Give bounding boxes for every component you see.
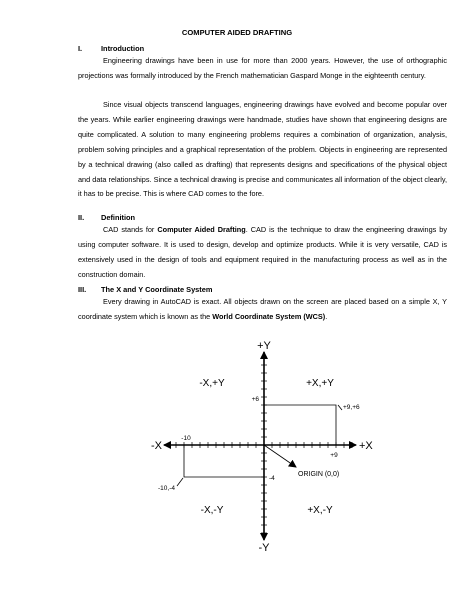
coordinate-text-post: .	[325, 311, 328, 321]
projection-point-9-6	[264, 405, 336, 445]
origin-label: ORIGIN (0,0)	[298, 471, 340, 478]
coordinate-diagram	[140, 330, 380, 613]
coordinate-text-pre: Every drawing in AutoCAD is exact. All objects drawn on the screen are placed based on a simple X, Y coordinate system which is known as the	[78, 297, 447, 321]
section-heading-introduction	[78, 44, 144, 53]
pos-x-label: +X	[359, 440, 373, 452]
intro-paragraph-2-text: Since visual objects transcend languages, engineering drawings have evolved and become popular over the years. While earlier engineering drawings were handmade, studies have shown that engineering designs are quite complicated. A solution to many engineering problems requires a combination of organization, analysis, problem solving principles and a graphical representation of the problem. Objects in engineering are represented by a technical drawing (also called as drafting) that represents designs and specifications of the physical object and data relationships. Since a technical drawing is precise and communicates all information of the object clearly, it has to be precise. This is where CAD comes to the fore.	[78, 100, 447, 199]
coordinate-paragraph	[78, 295, 447, 325]
point-9-6-leader	[338, 405, 342, 410]
section-heading-coordinate-system	[78, 285, 212, 294]
tick-label-x-minus10: -10	[181, 435, 191, 442]
definition-text-bold: Computer Aided Drafting	[157, 225, 246, 234]
neg-x-label: -X	[151, 440, 162, 452]
section-number: III.	[78, 285, 87, 294]
intro-paragraph-1-text: Engineering drawings have been in use for more than 2000 years. However, the use of orthographic projections was formally introduced by the French mathematician Gaspard Monge in the eighteenth century.	[78, 56, 447, 80]
definition-paragraph	[78, 223, 447, 283]
section-number: II.	[78, 213, 85, 222]
point-label-minus10-minus4: -10,-4	[158, 485, 175, 492]
intro-paragraph-2	[78, 98, 447, 202]
definition-text-post: . CAD is the technique to draw the engineering drawings by using computer software. It is used to design, develop and optimize products. While it is very versatile, CAD is extensively used in the design of tools and equipment required in the manufacturing process as well as in the construction domain.	[78, 225, 448, 279]
point-label-9-6: +9,+6	[343, 404, 360, 411]
pos-y-label: +Y	[257, 340, 271, 352]
definition-text-pre: CAD stands for	[103, 225, 158, 234]
section-title: Definition	[101, 213, 136, 222]
neg-y-label: -Y	[258, 542, 270, 554]
quadrant-4-label: +X,-Y	[307, 505, 333, 516]
section-heading-definition	[78, 213, 135, 222]
tick-label-x-plus9: +9	[330, 452, 338, 459]
quadrant-3-label: -X,-Y	[200, 505, 224, 516]
intro-paragraph-1	[78, 54, 447, 84]
quadrant-1-label: +X,+Y	[306, 378, 334, 389]
page-title: COMPUTER AIDED DRAFTING	[181, 28, 293, 37]
section-title: The X and Y Coordinate System	[101, 285, 213, 294]
section-title: Introduction	[101, 44, 145, 53]
coordinate-text-bold: World Coordinate System (WCS)	[212, 311, 326, 321]
section-number: I.	[78, 44, 83, 53]
quadrant-2-label: -X,+Y	[199, 378, 225, 389]
origin-leader	[264, 445, 296, 467]
projection-point-minus10-minus4	[184, 445, 264, 477]
tick-label-y-plus6: +6	[251, 396, 259, 403]
point-minus10-minus4-leader	[177, 478, 183, 486]
tick-label-y-minus4: -4	[269, 475, 275, 482]
